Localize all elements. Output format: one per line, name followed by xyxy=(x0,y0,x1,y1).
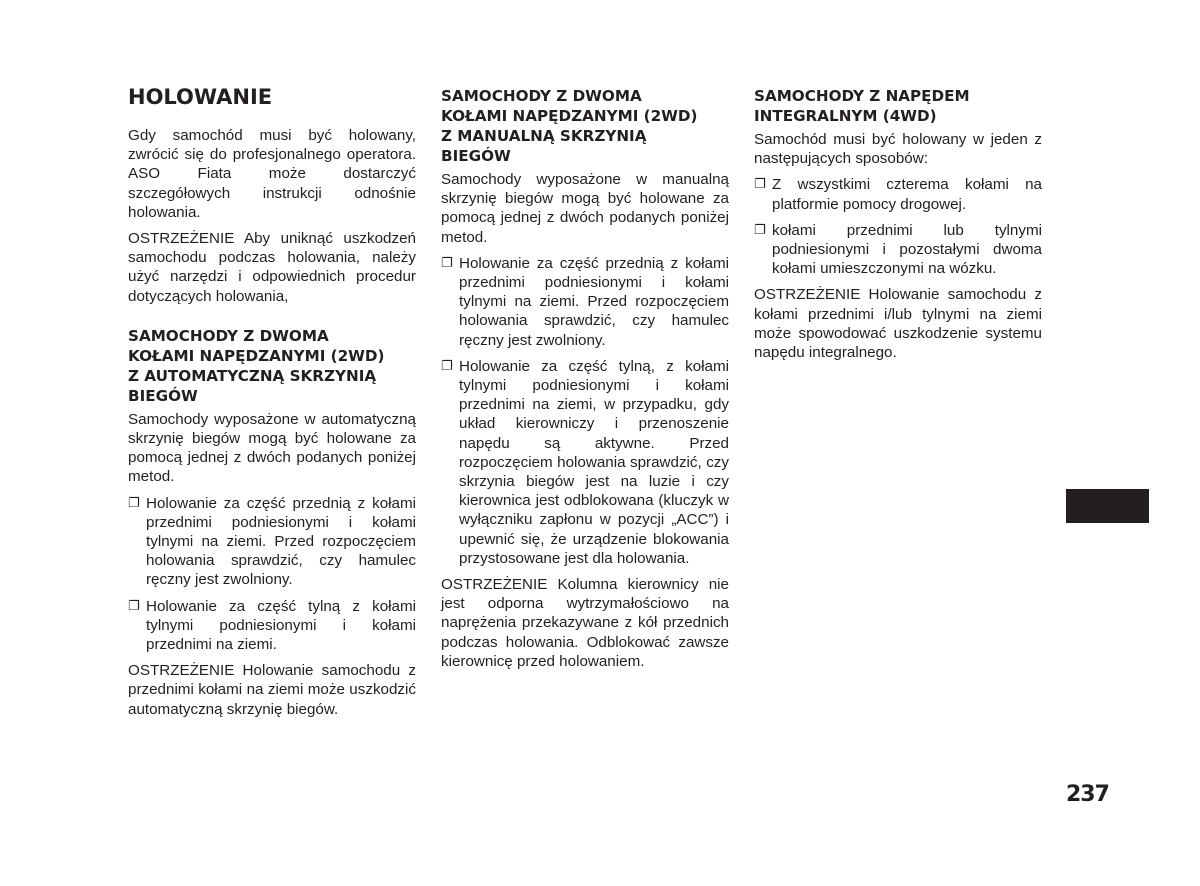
checkbox-bullet-icon: ❐ xyxy=(754,177,766,193)
column-middle xyxy=(441,86,729,678)
column-left xyxy=(128,84,416,726)
heading-line: Z MANUALNĄ SKRZYNIĄ xyxy=(441,127,647,145)
warning-paragraph: OSTRZEŻENIE Aby uniknąć uszkodzeń samochodu podczas holowania, należy użyć narzędzi i odpowiednich procedur dotyczących holowania, xyxy=(128,230,416,305)
section-heading-automatic xyxy=(128,326,416,406)
bullet-list xyxy=(128,494,416,655)
page-number: 237 xyxy=(1066,782,1109,807)
list-item xyxy=(754,221,1042,279)
warning-paragraph: OSTRZEŻENIE Kolumna kierownicy nie jest odporna wytrzymałościowo na naprężenia przekazywane z kół przednich podczas holowania. Odblokować zawsze kierownicę przed holowaniem. xyxy=(441,576,729,670)
section-heading-manual xyxy=(441,86,729,166)
section-intro-paragraph: Samochody wyposażone w manualną skrzynię biegów mogą być holowane za pomocą jednej z dwóch podanych poniżej metod. xyxy=(441,171,729,246)
section-warning-paragraph: OSTRZEŻENIE Holowanie samochodu z przednimi kołami na ziemi może uszkodzić automatyczną skrzynię biegów. xyxy=(128,662,416,718)
section-tab-marker xyxy=(1066,489,1149,523)
checkbox-bullet-icon: ❐ xyxy=(441,358,453,374)
list-item xyxy=(754,175,1042,213)
heading-line: SAMOCHODY Z DWOMA xyxy=(441,87,642,105)
heading-line: KOŁAMI NAPĘDZANYMI (2WD) xyxy=(441,107,698,125)
list-item-text: Holowanie za część tylną z kołami tylnymi podniesionymi i kołami przednimi na ziemi. xyxy=(146,597,416,654)
heading-line: BIEGÓW xyxy=(128,386,198,405)
bullet-list xyxy=(441,254,729,568)
list-item xyxy=(128,494,416,590)
list-item-text: kołami przednimi lub tylnymi podniesionymi i pozostałymi dwoma kołami umieszczonymi na wózku. xyxy=(772,221,1042,278)
list-item-text: Holowanie za część tylną, z kołami tylnymi podniesionymi i kołami przednimi na ziemi, w przypadku, gdy układ kierowniczy i przenoszenie napędu są aktywne. Przed rozpoczęciem holowania sprawdzić, czy skrzynia biegów jest na luzie i czy kierownica jest odblokowana (kluczyk w wyłączniku zapłonu w pozycji „ACC”) i upewnić się, że urządzenie blokowania przystosowane jest dla holowania. xyxy=(459,357,729,567)
heading-line: BIEGÓW xyxy=(441,147,511,165)
heading-line: SAMOCHODY Z NAPĘDEM xyxy=(754,87,970,105)
bullet-list xyxy=(754,175,1042,278)
page-title: HOLOWANIE xyxy=(128,85,273,109)
list-item xyxy=(441,254,729,350)
checkbox-bullet-icon: ❐ xyxy=(754,222,766,238)
checkbox-bullet-icon: ❐ xyxy=(441,255,453,271)
section-heading-4wd xyxy=(754,86,1042,126)
section-intro-paragraph: Samochód musi być holowany w jeden z następujących sposobów: xyxy=(754,131,1042,168)
heading-line: KOŁAMI NAPĘDZANYMI (2WD) xyxy=(128,346,385,365)
list-item xyxy=(128,597,416,655)
warning-paragraph: OSTRZEŻENIE Holowanie samochodu z kołami przednimi i/lub tylnymi na ziemi może spowodować uszkodzenie systemu napędu integralnego. xyxy=(754,286,1042,362)
checkbox-bullet-icon: ❐ xyxy=(128,495,140,511)
column-right xyxy=(754,86,1042,369)
list-item-text: Holowanie za część przednią z kołami przednimi podniesionymi i kołami tylnymi na ziemi. Przed rozpoczęciem holowania sprawdzić, czy hamulec ręczny jest zwolniony. xyxy=(459,254,729,349)
list-item-text: Z wszystkimi czterema kołami na platformie pomocy drogowej. xyxy=(772,176,1042,213)
heading-line: Z AUTOMATYCZNĄ SKRZYNIĄ xyxy=(128,366,377,385)
checkbox-bullet-icon: ❐ xyxy=(128,598,140,614)
heading-line: INTEGRALNYM (4WD) xyxy=(754,107,937,125)
section-intro-paragraph: Samochody wyposażone w automatyczną skrzynię biegów mogą być holowane za pomocą jednej z dwóch podanych poniżej metod. xyxy=(128,410,416,486)
intro-paragraph: Gdy samochód musi być holowany, zwrócić się do profesjonalnego operatora. ASO Fiata może dostarczyć szczegółowych instrukcji odnośnie holowania. xyxy=(128,127,416,221)
list-item-text: Holowanie za część przednią z kołami przednimi podniesionymi i kołami tylnymi na ziemi. Przed rozpoczęciem holowania sprawdzić, czy hamulec ręczny jest zwolniony. xyxy=(146,494,416,589)
list-item xyxy=(441,357,729,568)
heading-line: SAMOCHODY Z DWOMA xyxy=(128,326,329,345)
